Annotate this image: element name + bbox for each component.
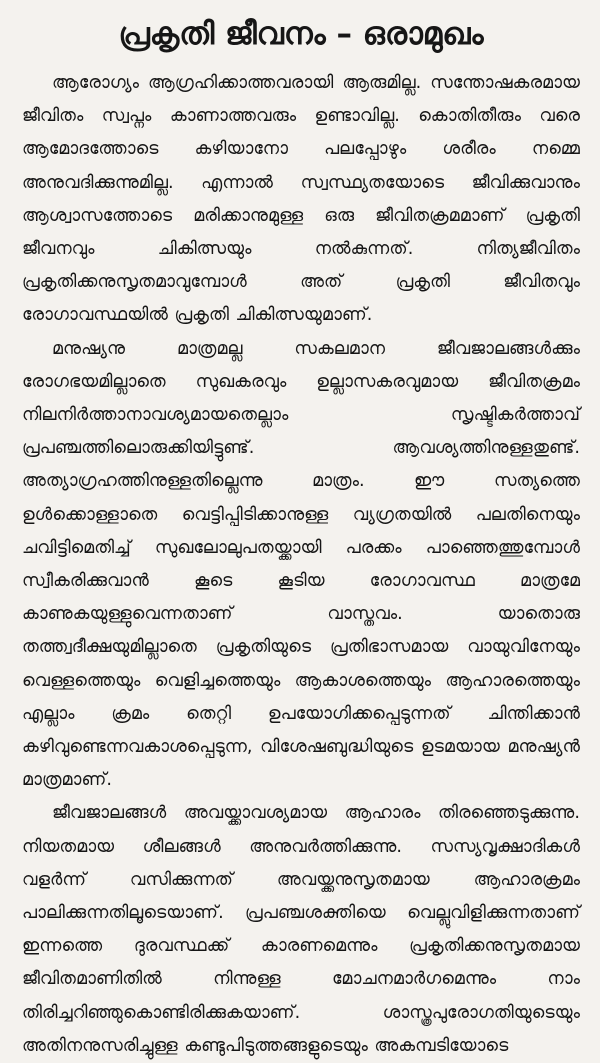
paragraph-1: ആരോഗ്യം ആഗ്രഹിക്കാത്തവരായി ആരുമില്ല. സന്തോഷകരമായ ജീവിതം സ്വപ്നം കാണാത്തവരും ഉണ്ടാവില്ല. കൊതിതീരും വരെ ആമോദത്തോടെ കഴിയാനോ പലപ്പോഴും ശരീരം നമ്മെ അനുവദിക്കുന്നുമില്ല. എന്നാൽ സ്വസ്ഥ്യതയോടെ ജീവിക്കുവാനും ആശ്വാസത്തോടെ മരിക്കാനുമുള്ള ഒരു ജീവിതക്രമമാണ് പ്രകൃതി ജീവനവും ചികിത്സയും നൽകുന്നത്. നിത്യജീവിതം പ്രകൃതിക്കനുസൃതമാവുമ്പോൾ അത് പ്രകൃതി ജീവിതവും രോഗാവസ്ഥയിൽ പ്രകൃതി ചികിത്സയുമാണ്. xyxy=(22,73,580,326)
paragraph-2: മനുഷ്യനു മാത്രമല്ല സകലമാന ജീവജാലങ്ങൾക്കും രോഗഭയമില്ലാതെ സുഖകരവും ഉല്ലാസകരവുമായ ജീവിതക്രമം നിലനിർത്താനാവശ്യമായതെല്ലാം സൃഷ്ടികർത്താവ് പ്രപഞ്ചത്തിലൊരുക്കിയിട്ടുണ്ട്. ആവശ്യത്തിനുള്ളതുണ്ട്. അത്യാഗ്രഹത്തിനുള്ളതില്ലെന്നു മാത്രം. ഈ സത്യത്തെ ഉൾക്കൊള്ളാതെ വെട്ടിപ്പിടിക്കാനുള്ള വ്യഗ്രതയിൽ പലതിനെയും ചവിട്ടിമെതിച്ച് സുഖലോലുപതയ്ക്കായി പരക്കം പാഞ്ഞെത്തുമ്പോൾ സ്വീകരിക്കുവാൻ കൂടെ കൂടിയ രോഗാവസ്ഥ മാത്രമേ കാണുകയുള്ളുവെന്നതാണ് വാസ്തവം. യാതൊരു തത്ത്വദീക്ഷയുമില്ലാതെ പ്രകൃതിയുടെ പ്രതിഭാസമായ വായുവിനേയും വെള്ളത്തെയും വെളിച്ചത്തെയും ആകാശത്തെയും ആഹാരത്തെയും എല്ലാം ക്രമം തെറ്റി ഉപയോഗിക്കപ്പെടുന്നത് ചിന്തിക്കാൻ കഴിവുണ്ടെന്നവകാശപ്പെടുന്ന, വിശേഷബുദ്ധിയുടെ ഉടമയായ മനുഷ്യൻ മാത്രമാണ്. xyxy=(22,338,580,791)
page-title: പ്രകൃതി ജീവനം – ഒരാമുഖം xyxy=(118,16,484,52)
paragraph-3: ജീവജാലങ്ങൾ അവയ്ക്കാവശ്യമായ ആഹാരം തിരഞ്ഞെടുക്കുന്നു. നിയതമായ ശീലങ്ങൾ അനുവർത്തിക്കുന്നു. സസ്യവൃക്ഷാദികൾ വളർന്ന് വസിക്കുന്നത് അവയ്ക്കനുസൃതമായ ആഹാരക്രമം പാലിക്കുന്നതിലൂടെയാണ്. പ്രപഞ്ചശക്തിയെ വെല്ലുവിളിക്കുന്നതാണ് ഇന്നത്തെ ദുരവസ്ഥക്ക് കാരണമെന്നും പ്രകൃതിക്കനുസൃതമായ ജീവിതമാണിതിൽ നിന്നുള്ള മോചനമാർഗമെന്നും നാം തിരിച്ചറിഞ്ഞുകൊണ്ടിരിക്കുകയാണ്. ശാസ്ത്രപുരോഗതിയുടെയും അതിനനുസരിച്ചുള്ള കണ്ടുപിടുത്തങ്ങളുടെയും അകമ്പടിയോടെ xyxy=(22,803,580,1056)
body-text xyxy=(22,67,580,1063)
